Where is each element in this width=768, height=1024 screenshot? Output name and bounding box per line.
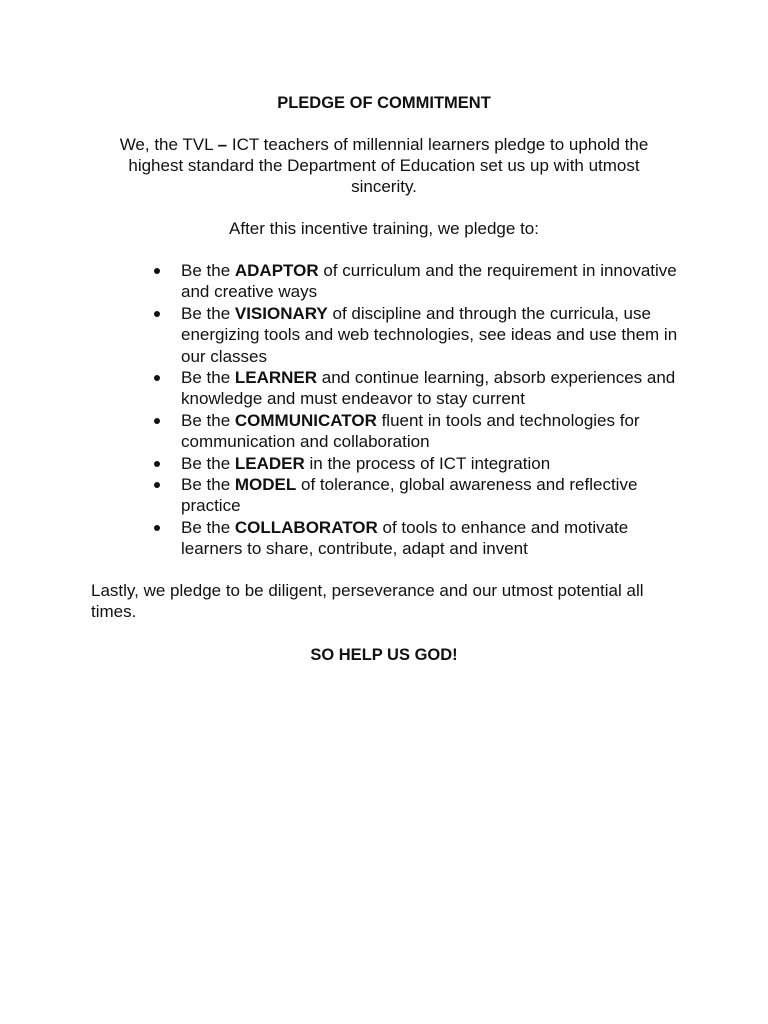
pledge-prefix: Be the xyxy=(181,475,235,495)
intro-text-start: We, the TVL xyxy=(119,135,218,154)
pledge-item-model xyxy=(154,474,684,517)
closing-motto: SO HELP US GOD! xyxy=(310,646,458,664)
pledge-list xyxy=(154,260,684,560)
pledge-item-collaborator xyxy=(154,517,684,560)
pledge-text: of tolerance, global awareness and reflective practice xyxy=(181,475,638,516)
pledge-item-leader xyxy=(154,453,684,474)
bullet-icon xyxy=(154,525,160,531)
pledge-prefix: Be the xyxy=(181,368,235,388)
pledge-prefix: Be the xyxy=(181,517,235,537)
pledge-item-learner xyxy=(154,367,684,410)
pledge-prefix: Be the xyxy=(181,303,235,323)
bullet-icon xyxy=(154,311,160,317)
pledge-role: COMMUNICATOR xyxy=(234,410,377,430)
pledge-item-communicator xyxy=(154,410,684,453)
intro-paragraph xyxy=(100,134,668,197)
pledge-text: of discipline and through the curricula, use energizing tools and web technologies, see ideas and use them in our classes xyxy=(181,303,678,366)
pledge-text: of tools to enhance and motivate learners to share, contribute, adapt and invent xyxy=(181,517,629,559)
pledge-role: VISIONARY xyxy=(234,303,328,323)
pledge-lead-in: After this incentive training, we pledge to: xyxy=(229,219,539,238)
bullet-icon xyxy=(154,482,160,488)
pledge-role: ADAPTOR xyxy=(234,261,319,280)
bullet-icon xyxy=(154,461,160,467)
pledge-prefix: Be the xyxy=(181,261,235,280)
bullet-icon xyxy=(154,375,160,381)
pledge-text: in the process of ICT integration xyxy=(304,453,551,473)
pledge-role: LEADER xyxy=(234,453,305,473)
document-title: PLEDGE OF COMMITMENT xyxy=(277,94,491,112)
pledge-text: of curriculum and the requirement in innovative and creative ways xyxy=(181,261,677,302)
pledge-item-adaptor xyxy=(154,260,684,303)
intro-text-end: ICT teachers of millennial learners pledge to uphold the highest standard the Department of Education set us up with utmost sincerity. xyxy=(128,135,649,196)
pledge-prefix: Be the xyxy=(181,410,235,430)
pledge-role: LEARNER xyxy=(234,368,318,388)
pledge-text: and continue learning, absorb experiences and knowledge and must endeavor to stay current xyxy=(181,368,676,409)
intro-dash: – xyxy=(217,135,228,154)
pledge-text: fluent in tools and technologies for communication and collaboration xyxy=(181,410,640,452)
pledge-role: MODEL xyxy=(234,475,297,495)
closing-paragraph: Lastly, we pledge to be diligent, perseverance and our utmost potential all times. xyxy=(91,581,644,621)
pledge-item-visionary xyxy=(154,303,684,367)
pledge-role: COLLABORATOR xyxy=(234,517,378,537)
pledge-prefix: Be the xyxy=(181,453,235,473)
bullet-icon xyxy=(154,418,160,424)
bullet-icon xyxy=(154,268,160,274)
